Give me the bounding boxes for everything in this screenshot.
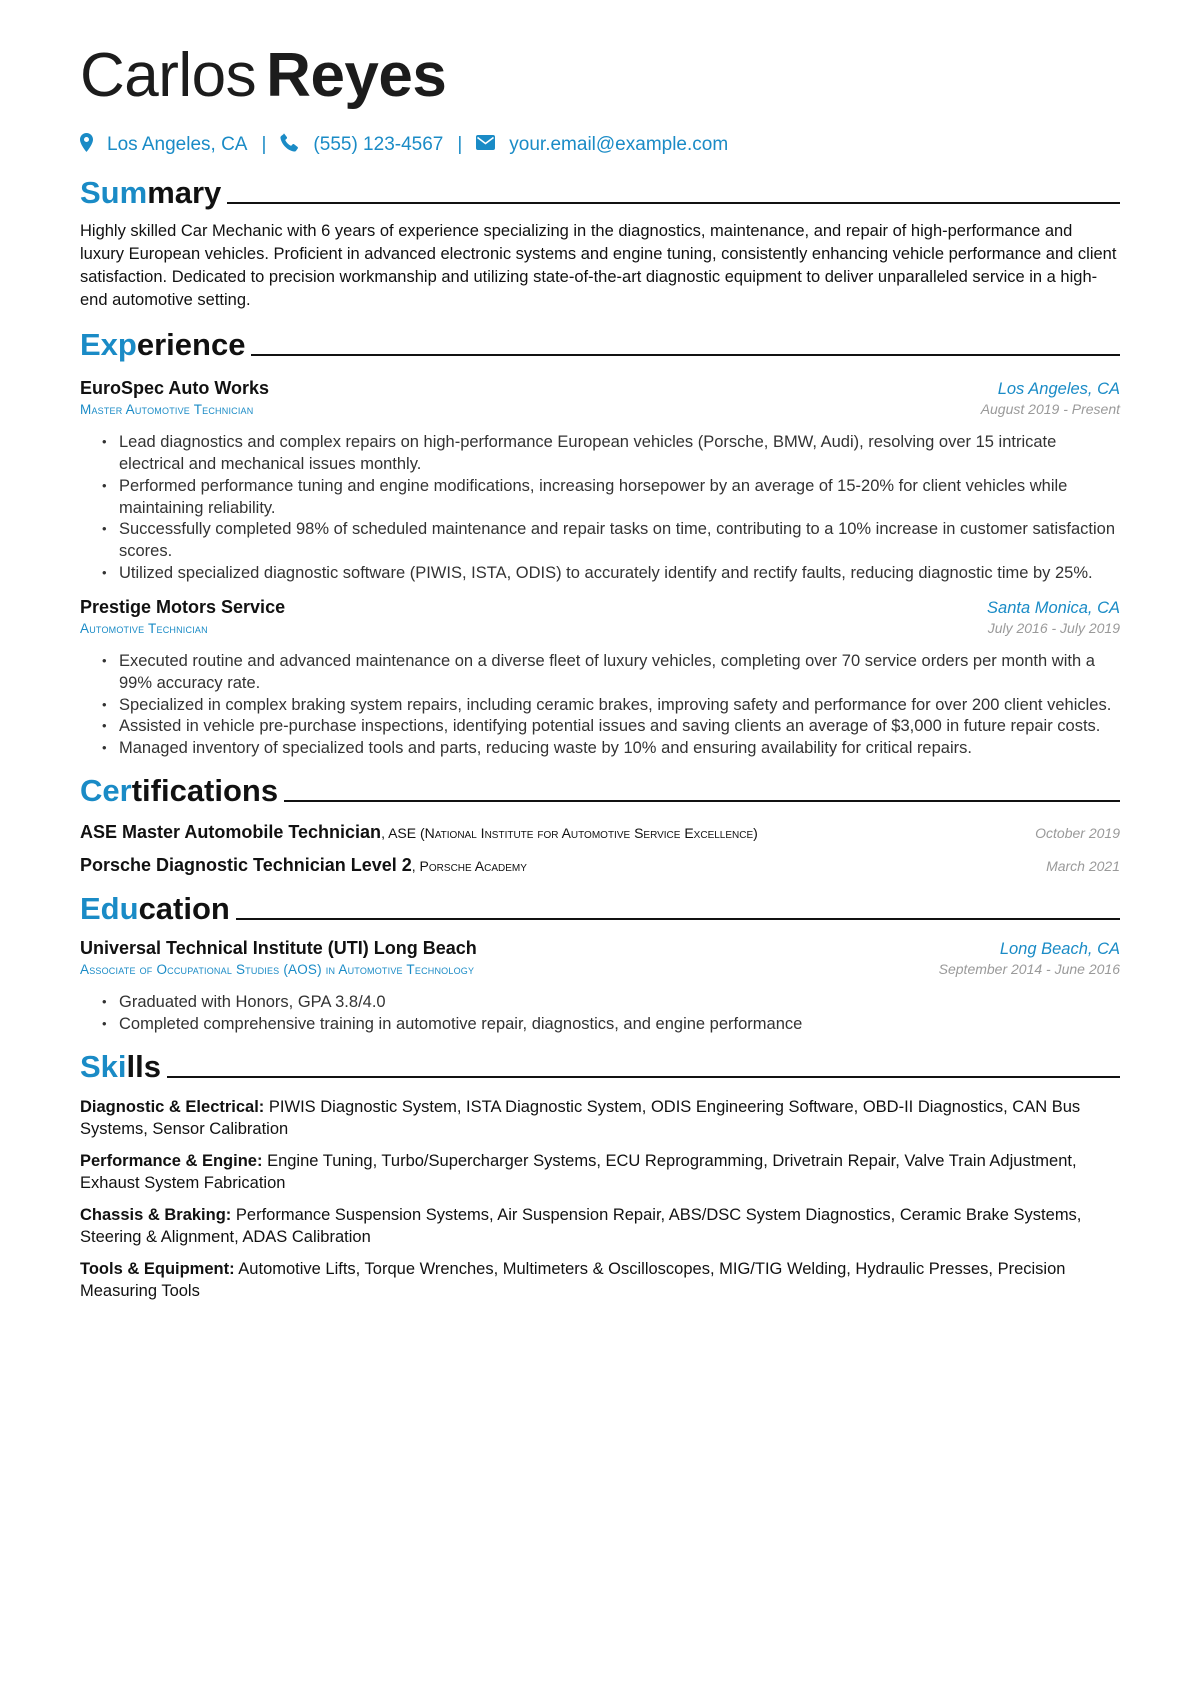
title-accent: Sum [80, 175, 148, 210]
job-entry [80, 597, 1120, 759]
skill-row [80, 1096, 1120, 1140]
section-title [80, 772, 278, 810]
section-rule [236, 918, 1120, 920]
certification-date: March 2021 [1046, 858, 1120, 874]
certification-name: Porsche Diagnostic Technician Level 2 [80, 855, 412, 875]
education-entry [80, 938, 1120, 1035]
skill-label: Chassis & Braking: [80, 1206, 232, 1224]
certification-issuer: , Porsche Academy [411, 858, 527, 874]
company-name: EuroSpec Auto Works [80, 378, 270, 398]
bullet-item: • Performed performance tuning and engine modifications, increasing horsepower by an average of 15-20% for client vehicles while maintaining reliability. [102, 475, 1120, 519]
certifications-heading [80, 766, 1120, 810]
section-rule [167, 1076, 1120, 1078]
education-bullets [80, 991, 1120, 1035]
summary-text: Highly skilled Car Mechanic with 6 years of experience specializing in the diagnostics, maintenance, and repair of high-performance and luxury European vehicles. Proficient in advanced electronic systems and engine tuning, consistently enhancing vehicle performance and client satisfaction. Dedicated to precision workmanship and utilizing state-of-the-art diagnostic equipment to deliver unparalleled service in a high-end automotive setting. [80, 222, 1117, 309]
skill-label: Performance & Engine: [80, 1152, 263, 1170]
certification-item [80, 855, 1120, 876]
email-item[interactable] [476, 134, 728, 156]
contact-separator: | [457, 134, 463, 155]
job-role: Automotive Technician [80, 621, 208, 636]
bullet-item: • Completed comprehensive training in automotive repair, diagnostics, and engine performance [102, 1013, 1120, 1035]
phone-text: (555) 123-4567 [313, 134, 444, 155]
title-accent: Exp [80, 327, 137, 362]
title-rest: cation [138, 891, 230, 926]
bullet-item: • Executed routine and advanced maintenance on a diverse fleet of luxury vehicles, completing over 70 service orders per month with a 99% accuracy rate. [102, 650, 1120, 694]
certification-name: ASE Master Automobile Technician [80, 822, 382, 842]
section-rule [251, 354, 1120, 356]
section-rule [227, 202, 1120, 204]
location-item [80, 133, 247, 158]
job-location: Los Angeles, CA [997, 380, 1120, 398]
skill-row [80, 1150, 1120, 1194]
skill-label: Tools & Equipment: [80, 1260, 235, 1278]
certification-item [80, 822, 1120, 843]
title-accent: Ski [80, 1049, 127, 1084]
job-bullets [80, 431, 1120, 584]
section-title [80, 174, 221, 212]
job-bullets [80, 650, 1120, 759]
education-heading [80, 884, 1120, 928]
location-text: Los Angeles, CA [107, 134, 248, 155]
contact-line [80, 130, 1120, 160]
title-rest: tifications [131, 773, 279, 808]
section-rule [284, 800, 1120, 802]
envelope-icon [476, 134, 509, 156]
skills-heading [80, 1042, 1120, 1086]
degree: Associate of Occupational Studies (AOS) in Automotive Technology [80, 962, 475, 977]
company-name: Prestige Motors Service [80, 597, 286, 617]
last-name: Reyes [266, 41, 447, 110]
contact-separator: | [261, 134, 267, 155]
summary-heading [80, 168, 1120, 212]
bullet-item: • Utilized specialized diagnostic software (PIWIS, ISTA, ODIS) to accurately identify and rectify faults, reducing diagnostic time by 25%. [102, 562, 1120, 584]
section-title [80, 326, 245, 364]
school-location: Long Beach, CA [999, 940, 1120, 958]
first-name: Carlos [80, 41, 257, 110]
certification-issuer: , ASE (National Institute for Automotive Service Excellence) [381, 825, 758, 841]
job-role: Master Automotive Technician [80, 402, 254, 417]
bullet-item: • Managed inventory of specialized tools and parts, reducing waste by 10% and ensuring availability for critical repairs. [102, 737, 1120, 759]
certification-date: October 2019 [1035, 825, 1120, 841]
email-text: your.email@example.com [509, 134, 729, 155]
bullet-item: • Assisted in vehicle pre-purchase inspections, identifying potential issues and saving clients an average of $3,000 in future repair costs. [102, 715, 1120, 737]
title-rest: erience [136, 327, 246, 362]
skill-row [80, 1204, 1120, 1248]
school-name: Universal Technical Institute (UTI) Long Beach [80, 938, 477, 958]
job-entry [80, 378, 1120, 584]
resume-page [80, 36, 1120, 1302]
section-title [80, 1048, 161, 1086]
phone-item[interactable] [280, 133, 443, 158]
bullet-item: • Graduated with Honors, GPA 3.8/4.0 [102, 991, 1120, 1013]
title-accent: Edu [80, 891, 139, 926]
bullet-item: • Specialized in complex braking system repairs, including ceramic brakes, improving safety and performance for over 200 client vehicles. [102, 694, 1120, 716]
phone-icon [280, 133, 313, 158]
skill-row [80, 1258, 1120, 1302]
candidate-name [80, 36, 1120, 116]
title-accent: Cer [80, 773, 132, 808]
skill-value: Automotive Lifts, Torque Wrenches, Multimeters & Oscilloscopes, MIG/TIG Welding, Hydraulic Presses, Precision Measuring Tools [80, 1260, 1066, 1300]
title-rest: lls [126, 1049, 161, 1084]
job-dates: August 2019 - Present [980, 401, 1120, 417]
skill-label: Diagnostic & Electrical: [80, 1098, 265, 1116]
skill-value: Performance Suspension Systems, Air Suspension Repair, ABS/DSC System Diagnostics, Ceramic Brake Systems, Steering & Alignment, ADAS Calibration [80, 1206, 1082, 1246]
bullet-item: • Successfully completed 98% of scheduled maintenance and repair tasks on time, contributing to a 10% increase in customer satisfaction scores. [102, 518, 1120, 562]
map-marker-icon [80, 133, 107, 158]
section-title [80, 890, 230, 928]
bullet-item: • Lead diagnostics and complex repairs on high-performance European vehicles (Porsche, BMW, Audi), resolving over 15 intricate electrical and mechanical issues monthly. [102, 431, 1120, 475]
skill-value: Engine Tuning, Turbo/Supercharger Systems, ECU Reprogramming, Drivetrain Repair, Valve Train Adjustment, Exhaust System Fabrication [80, 1152, 1077, 1192]
job-dates: July 2016 - July 2019 [987, 620, 1120, 636]
job-location: Santa Monica, CA [987, 599, 1120, 617]
skill-value: PIWIS Diagnostic System, ISTA Diagnostic System, ODIS Engineering Software, OBD-II Diagnostics, CAN Bus Systems, Sensor Calibration [80, 1098, 1081, 1138]
title-rest: mary [147, 175, 222, 210]
education-dates: September 2014 - June 2016 [938, 961, 1120, 977]
experience-heading [80, 320, 1120, 364]
